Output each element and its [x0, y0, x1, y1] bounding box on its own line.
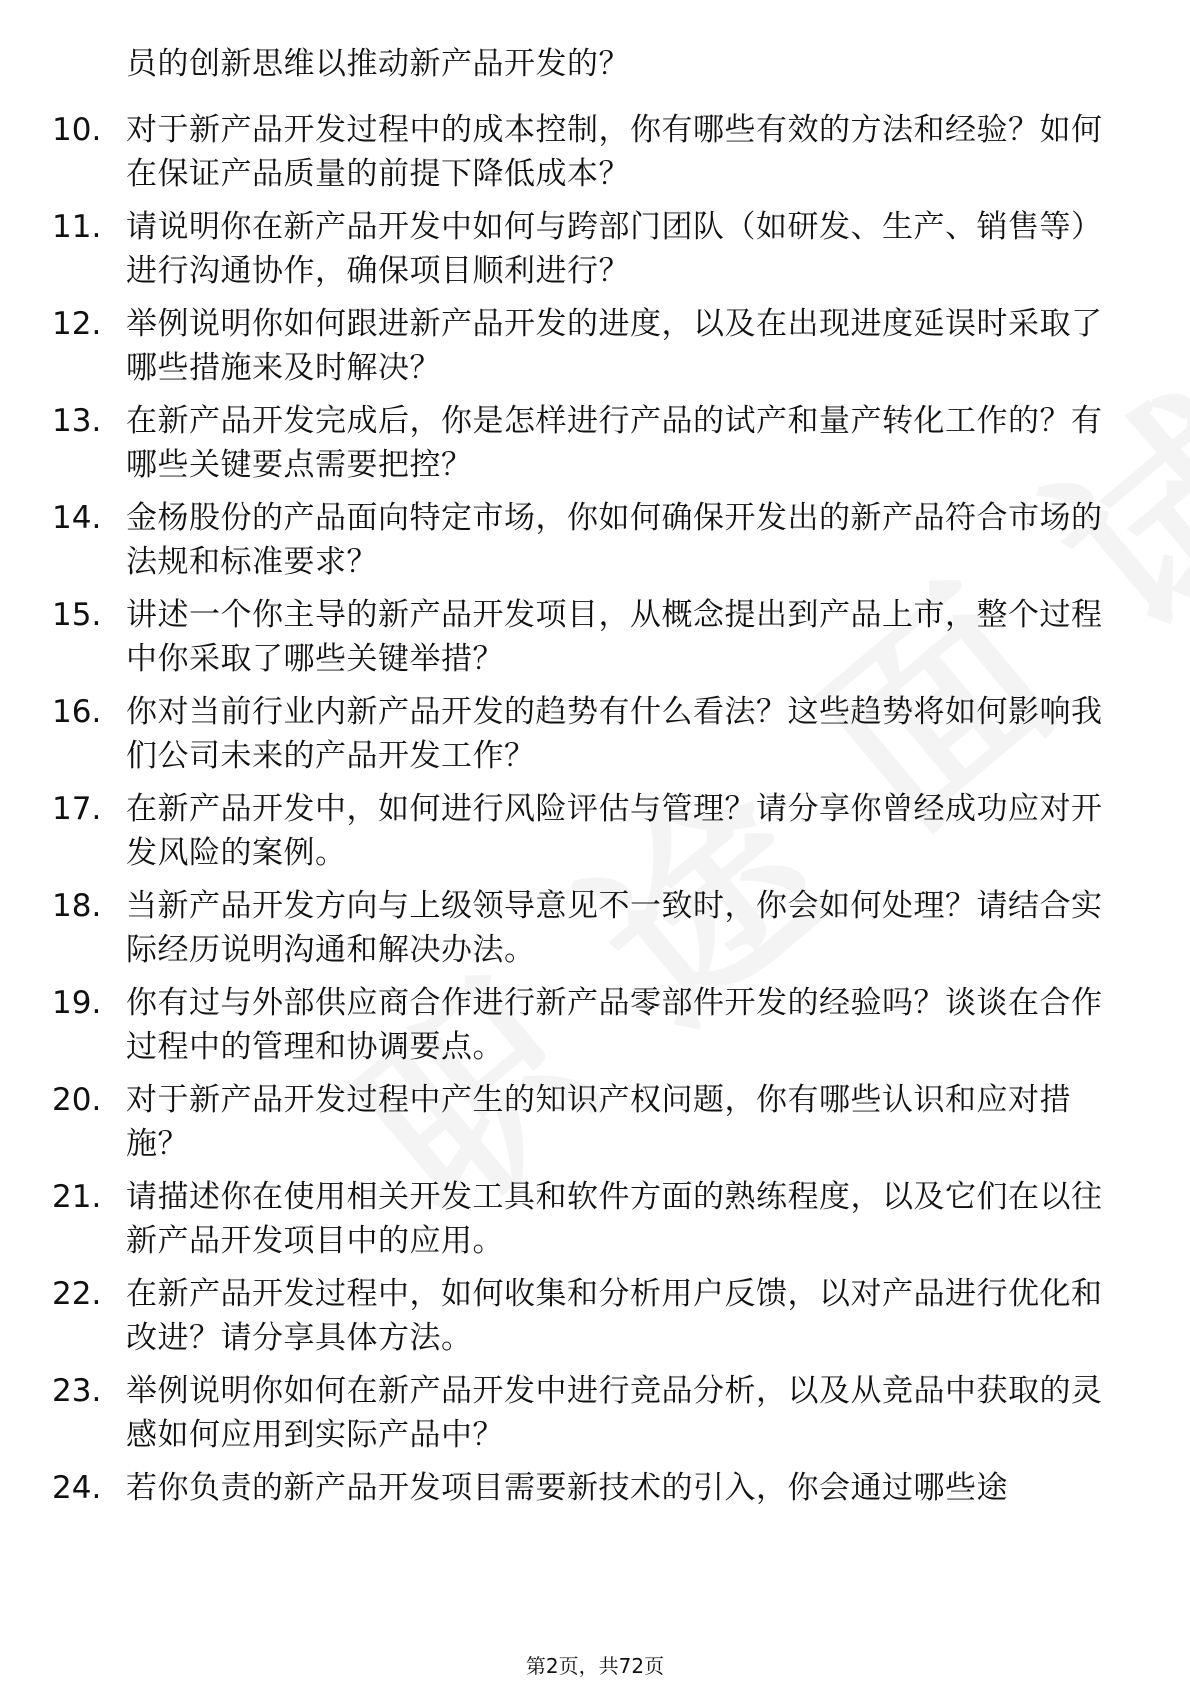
continuation-text: 员的创新思维以推动新产品开发的？: [126, 46, 630, 82]
question-text: 若你负责的新产品开发项目需要新技术的引入，你会通过哪些途: [126, 1470, 1008, 1506]
question-item: [0, 205, 1190, 297]
question-item: [0, 981, 1190, 1073]
question-text: 当新产品开发方向与上级领导意见不一致时，你会如何处理？请结合实际经历说明沟通和解决办法。: [126, 888, 1103, 968]
question-text: 你对当前行业内新产品开发的趋势有什么看法？这些趋势将如何影响我们公司未来的产品开发工作？: [126, 694, 1103, 774]
question-text: 请说明你在新产品开发中如何与跨部门团队（如研发、生产、销售等）进行沟通协作，确保项目顺利进行？: [126, 209, 1103, 289]
question-item: [0, 496, 1190, 588]
question-number: 18.: [52, 888, 102, 924]
question-number: 22.: [52, 1276, 102, 1312]
question-item: [0, 690, 1190, 782]
question-item: [0, 1078, 1190, 1170]
page-footer: 第2页，共72页: [525, 1654, 665, 1678]
question-item: [0, 787, 1190, 879]
question-number: 21.: [52, 1179, 102, 1215]
question-text: 举例说明你如何在新产品开发中进行竞品分析，以及从竞品中获取的灵感如何应用到实际产品中？: [126, 1373, 1103, 1453]
question-item: [0, 884, 1190, 976]
question-text: 金杨股份的产品面向特定市场，你如何确保开发出的新产品符合市场的法规和标准要求？: [126, 500, 1103, 580]
question-text: 举例说明你如何跟进新产品开发的进度，以及在出现进度延误时采取了哪些措施来及时解决？: [126, 306, 1103, 386]
question-number: 17.: [52, 791, 102, 827]
question-item: [0, 1272, 1190, 1364]
question-number: 19.: [52, 985, 102, 1021]
question-item: [0, 302, 1190, 394]
question-text: 讲述一个你主导的新产品开发项目，从概念提出到产品上市，整个过程中你采取了哪些关键举措？: [126, 597, 1103, 677]
question-item: [0, 108, 1190, 200]
question-text: 请描述你在使用相关开发工具和软件方面的熟练程度，以及它们在以往新产品开发项目中的应用。: [126, 1179, 1103, 1259]
question-text: 在新产品开发过程中，如何收集和分析用户反馈，以对产品进行优化和改进？请分享具体方法。: [126, 1276, 1103, 1356]
question-text: 对于新产品开发过程中产生的知识产权问题，你有哪些认识和应对措施？: [126, 1082, 1071, 1162]
question-item: [0, 1175, 1190, 1267]
question-number: 15.: [52, 597, 102, 633]
question-item: [0, 593, 1190, 685]
question-text: 你有过与外部供应商合作进行新产品零部件开发的经验吗？谈谈在合作过程中的管理和协调要点。: [126, 985, 1103, 1065]
question-number: 11.: [52, 209, 102, 245]
question-number: 12.: [52, 306, 102, 342]
question-number: 24.: [52, 1470, 102, 1506]
question-text: 在新产品开发完成后，你是怎样进行产品的试产和量产转化工作的？有哪些关键要点需要把控？: [126, 403, 1103, 483]
question-number: 13.: [52, 403, 102, 439]
question-item: [0, 1466, 1190, 1558]
question-number: 10.: [52, 112, 102, 148]
question-number: 23.: [52, 1373, 102, 1409]
question-text: 对于新产品开发过程中的成本控制，你有哪些有效的方法和经验？如何在保证产品质量的前提下降低成本？: [126, 112, 1103, 192]
question-text: 在新产品开发中，如何进行风险评估与管理？请分享你曾经成功应对开发风险的案例。: [126, 791, 1103, 871]
question-item: [0, 1369, 1190, 1461]
question-number: 20.: [52, 1082, 102, 1118]
question-number: 16.: [52, 694, 102, 730]
question-number: 14.: [52, 500, 102, 536]
question-item: [0, 399, 1190, 491]
